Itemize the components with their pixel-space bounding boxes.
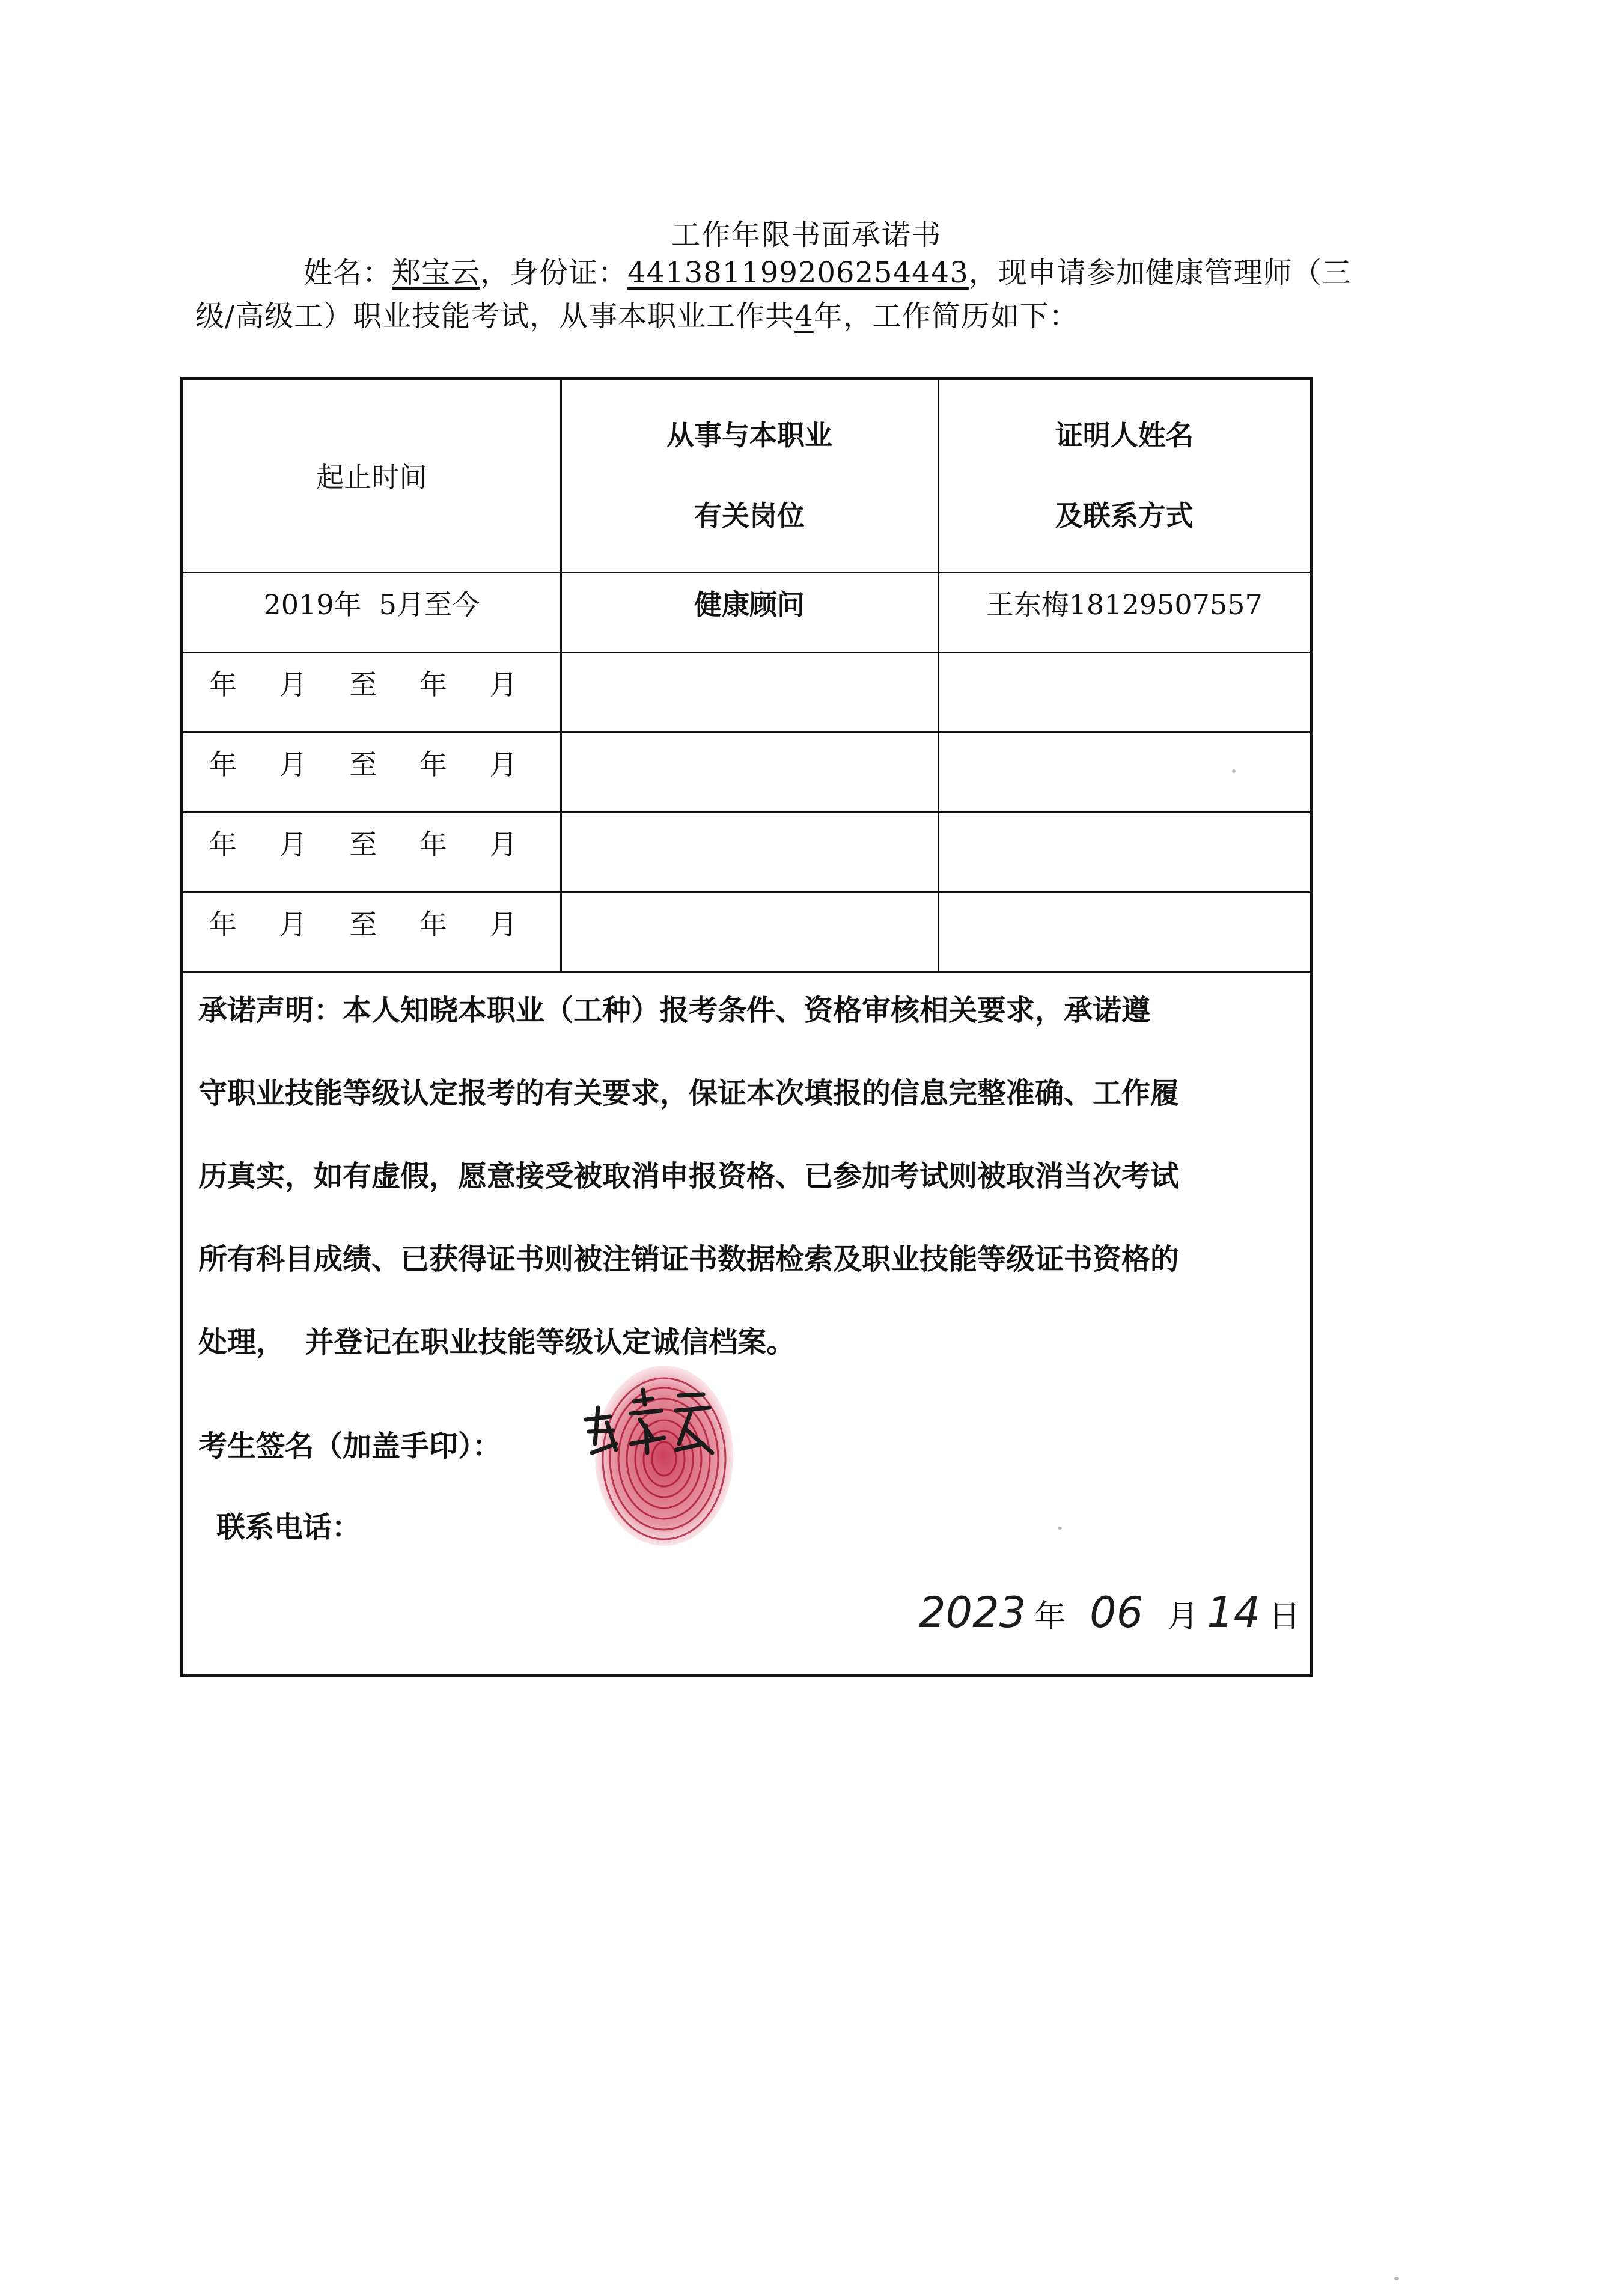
statement-line-5: 处理， 并登记在职业技能等级认定诚信档案。	[198, 1325, 796, 1359]
applicant-name: 郑宝云	[392, 256, 481, 290]
intro-exam-text-2: 级/高级工）职业技能考试，从事本职业工作共	[195, 299, 795, 333]
phone-label: 联系电话：	[216, 1510, 361, 1544]
table-row	[183, 652, 1310, 732]
scan-speck	[1058, 1527, 1062, 1530]
work-years: 4	[794, 299, 814, 333]
intro-resume-text: 年，工作简历如下：	[813, 299, 1079, 333]
header-witness-line2: 及联系方式	[1055, 499, 1194, 533]
intro-paragraph	[195, 251, 1352, 338]
row-period-empty: 年 月 至 年 月	[183, 812, 561, 892]
table-row	[183, 892, 1310, 972]
row-period: 2019年 5月至今	[183, 572, 561, 652]
row-witness-empty	[938, 652, 1310, 732]
statement-line-1: 承诺声明：本人知晓本职业（工种）报考条件、资格审核相关要求，承诺遵	[198, 994, 1151, 1027]
statement-line-3: 历真实，如有虚假，愿意接受被取消申报资格、已参加考试则被取消当次考试	[198, 1159, 1180, 1193]
header-period: 起止时间	[183, 380, 561, 572]
date-day: 14	[1207, 1588, 1261, 1637]
row-position-empty	[561, 812, 938, 892]
row-witness-empty	[938, 812, 1310, 892]
scan-speck	[1232, 769, 1236, 773]
row-period-empty: 年 月 至 年 月	[183, 892, 561, 972]
row-witness-empty	[938, 732, 1310, 812]
signature-date	[910, 1588, 1300, 1637]
id-number: 441381199206254443	[627, 256, 969, 290]
table-header-row	[183, 380, 1310, 572]
date-year-unit: 年	[1034, 1599, 1066, 1635]
header-position	[561, 380, 938, 572]
row-position-empty	[561, 732, 938, 812]
scan-speck	[1394, 2277, 1399, 2280]
row-witness: 王东梅18129507557	[938, 572, 1310, 652]
intro-line-1	[195, 251, 1352, 295]
header-position-line2: 有关岗位	[694, 499, 805, 533]
id-label: ，身份证：	[480, 256, 628, 290]
fingerprint-signature-icon	[574, 1354, 754, 1552]
statement-line-4: 所有科目成绩、已获得证书则被注销证书数据检索及职业技能等级证书资格的	[198, 1242, 1180, 1276]
row-position-empty	[561, 892, 938, 972]
intro-exam-text: ，现申请参加健康管理师（三	[968, 256, 1352, 290]
row-position-empty	[561, 652, 938, 732]
signature-label: 考生签名（加盖手印）：	[198, 1429, 502, 1463]
table-row	[183, 572, 1310, 652]
header-witness	[938, 380, 1310, 572]
date-day-unit: 日	[1269, 1599, 1300, 1635]
work-history-table	[183, 380, 1310, 973]
table-row	[183, 732, 1310, 812]
commitment-statement	[198, 969, 1298, 1384]
statement-line-2: 守职业技能等级认定报考的有关要求，保证本次填报的信息完整准确、工作履	[198, 1076, 1180, 1110]
table-row	[183, 812, 1310, 892]
date-year: 2023	[919, 1588, 1026, 1637]
intro-line-2	[195, 295, 1337, 338]
row-period-empty: 年 月 至 年 月	[183, 732, 561, 812]
row-period-empty: 年 月 至 年 月	[183, 652, 561, 732]
date-month: 06	[1090, 1588, 1144, 1637]
row-position: 健康顾问	[561, 572, 938, 652]
header-position-line1: 从事与本职业	[666, 419, 832, 452]
row-witness-empty	[938, 892, 1310, 972]
page-title: 工作年限书面承诺书	[671, 218, 942, 252]
header-witness-line1: 证明人姓名	[1055, 419, 1194, 452]
date-month-unit: 月	[1167, 1599, 1199, 1635]
commitment-form	[180, 377, 1313, 1677]
name-label: 姓名：	[303, 256, 392, 290]
